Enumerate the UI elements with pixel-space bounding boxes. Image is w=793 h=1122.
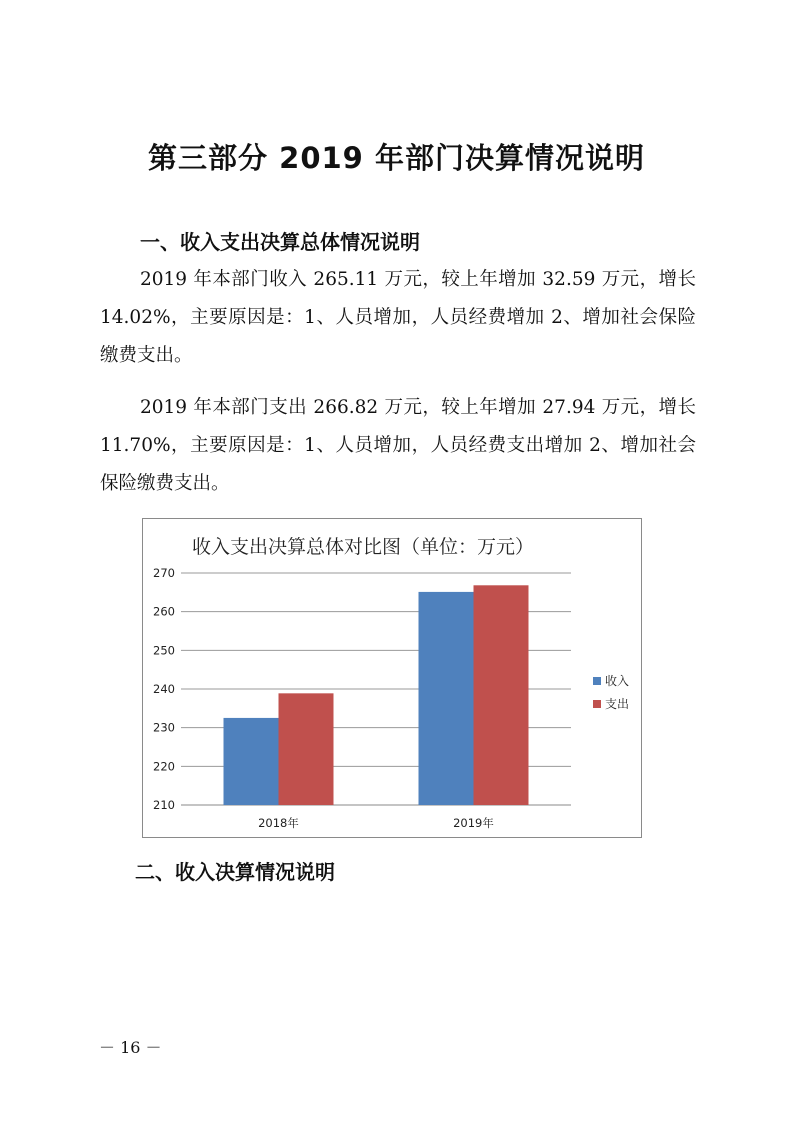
bar-支出-2019年 bbox=[474, 585, 529, 805]
legend-swatch-支出 bbox=[593, 700, 601, 708]
legend-swatch-收入 bbox=[593, 677, 601, 685]
y-tick-label: 220 bbox=[153, 759, 175, 774]
page-title: 第三部分 2019 年部门决算情况说明 bbox=[148, 141, 645, 175]
bar-支出-2018年 bbox=[279, 693, 334, 805]
section1-heading: 一、收入支出决算总体情况说明 bbox=[140, 230, 420, 254]
y-tick-label: 240 bbox=[153, 682, 175, 696]
section2-heading: 二、收入决算情况说明 bbox=[135, 860, 335, 884]
x-tick-label: 2018年 bbox=[258, 816, 299, 830]
bar-收入-2018年 bbox=[224, 718, 279, 805]
chart-bars bbox=[224, 585, 529, 805]
x-tick-label: 2019年 bbox=[453, 816, 494, 830]
legend-label: 支出 bbox=[605, 697, 630, 711]
chart-title: 收入支出决算总体对比图（单位：万元） bbox=[191, 536, 535, 558]
y-tick-label: 260 bbox=[153, 604, 175, 619]
bar-收入-2019年 bbox=[419, 592, 474, 805]
chart-legend bbox=[593, 673, 629, 711]
y-tick-label: 230 bbox=[153, 720, 175, 735]
y-tick-label: 210 bbox=[153, 798, 175, 812]
section1-paragraph-expenditure: 2019 年本部门支出 266.82 万元，较上年增加 27.94 万元，增长 11.70%，主要原因是：1、人员增加，人员经费支出增加 2、增加社会保险缴费支出。 bbox=[100, 397, 696, 494]
income-expenditure-chart bbox=[142, 518, 642, 838]
chart-x-axis-ticks bbox=[258, 816, 494, 830]
chart-canvas bbox=[143, 519, 640, 836]
chart-y-axis-ticks bbox=[153, 566, 175, 812]
y-tick-label: 270 bbox=[153, 566, 175, 580]
legend-label: 收入 bbox=[605, 674, 630, 688]
page-number: － 16 － bbox=[99, 1038, 162, 1057]
section1-paragraph-income: 2019 年本部门收入 265.11 万元，较上年增加 32.59 万元，增长 14.02%，主要原因是：1、人员增加，人员经费增加 2、增加社会保险缴费支出。 bbox=[100, 269, 696, 366]
y-tick-label: 250 bbox=[153, 643, 175, 658]
